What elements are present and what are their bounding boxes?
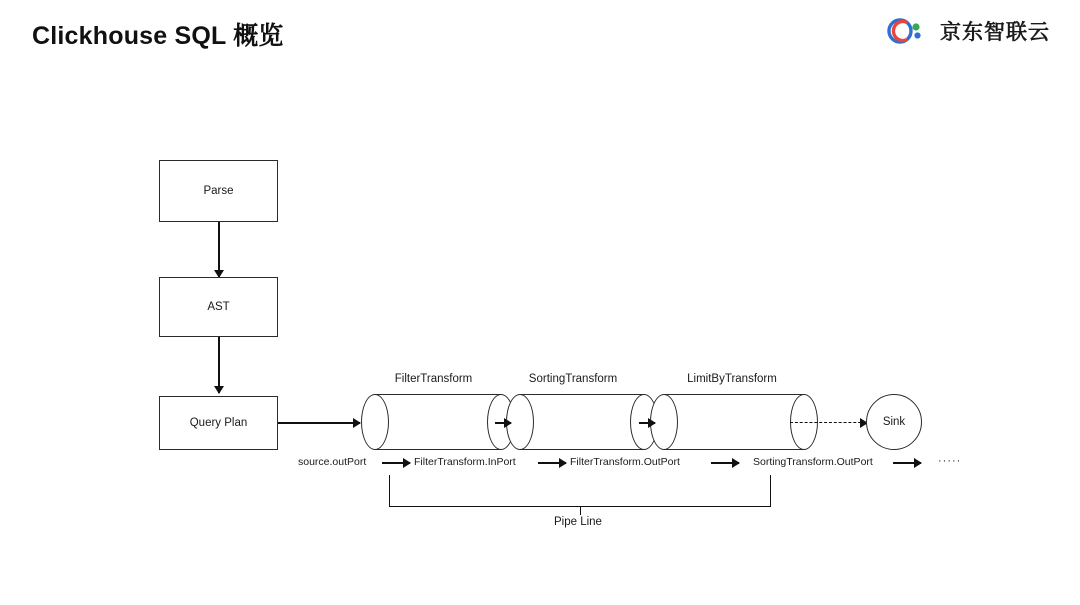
flow-node-parse-label: Parse — [203, 185, 234, 197]
pipeline-stage-sorting-transform — [506, 394, 658, 450]
bracket-right-tick — [770, 475, 771, 507]
jd-cloud-logo-icon — [886, 16, 930, 46]
cylinder-body — [520, 394, 644, 450]
arrow-port-4 — [893, 462, 921, 464]
pipeline-stage-filter-transform — [361, 394, 515, 450]
cylinder-body — [664, 394, 804, 450]
flow-node-query-plan-label: Query Plan — [189, 417, 248, 429]
pipeline-stage-label-limitby: LimitByTransform — [687, 373, 777, 385]
port-label-filtertransform-inport: FilterTransform.InPort — [414, 456, 516, 468]
arrow-port-1 — [382, 462, 410, 464]
sink-node — [866, 394, 922, 450]
pipeline-stage-label-filter: FilterTransform — [394, 373, 473, 385]
flow-node-ast — [159, 277, 278, 337]
arrow-port-2 — [538, 462, 566, 464]
flow-node-parse — [159, 160, 278, 222]
page-title: Clickhouse SQL 概览 — [32, 22, 284, 50]
cylinder-cap-left — [361, 394, 389, 450]
bracket-stem — [580, 506, 581, 515]
port-label-filtertransform-outport: FilterTransform.OutPort — [570, 456, 680, 468]
arrow-filter-to-sorting — [495, 422, 511, 424]
arrow-port-3 — [711, 462, 739, 464]
flow-node-ast-label: AST — [207, 301, 230, 313]
port-label-source-outport: source.outPort — [298, 456, 367, 468]
brand-name: 京东智联云 — [940, 21, 1050, 44]
sink-node-label: Sink — [882, 416, 906, 428]
arrow-sorting-to-limitby — [639, 422, 655, 424]
arrow-pipeline-to-sink — [790, 422, 866, 423]
brand-lockup — [886, 16, 1050, 46]
pipeline-stage-label-sorting: SortingTransform — [528, 373, 618, 385]
bracket-left-tick — [389, 475, 390, 507]
arrow-ast-to-query-plan — [218, 337, 220, 393]
port-flow-tail: ····· — [938, 455, 962, 467]
port-label-sortingtransform-outport: SortingTransform.OutPort — [753, 456, 873, 468]
arrow-query-plan-to-pipeline — [278, 422, 360, 424]
cylinder-body — [375, 394, 501, 450]
flow-node-query-plan — [159, 396, 278, 450]
arrow-parse-to-ast — [218, 222, 220, 277]
bracket-label: Pipe Line — [554, 516, 602, 528]
